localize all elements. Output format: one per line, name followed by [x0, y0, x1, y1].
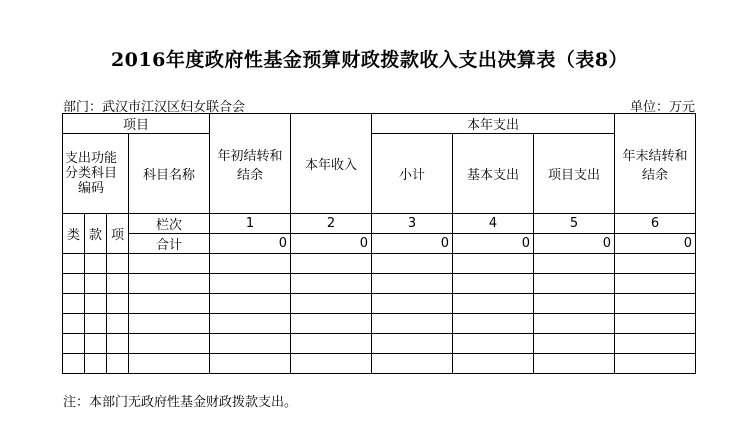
- column-number: 3: [372, 214, 453, 234]
- column-number: 2: [291, 214, 372, 234]
- column-number: 6: [615, 214, 696, 234]
- end-balance-header: [615, 114, 696, 214]
- item-header: 项: [107, 214, 129, 254]
- total-value: 0: [372, 234, 453, 254]
- table-row: [63, 334, 696, 354]
- table-row: [63, 274, 696, 294]
- column-number: 5: [534, 214, 615, 234]
- total-value: 0: [210, 234, 291, 254]
- budget-table: [62, 113, 696, 374]
- total-value: 0: [615, 234, 696, 254]
- function-code-line-3: 编码: [78, 181, 105, 196]
- column-number: 4: [453, 214, 534, 234]
- begin-balance-line-1: 年初结转和: [217, 148, 283, 164]
- department-label: 部门：武汉市江汉区妇女联合会: [63, 100, 246, 115]
- column-index-label: 栏次: [129, 214, 210, 234]
- total-value: 0: [291, 234, 372, 254]
- footnote: 注：本部门无政府性基金财政拨款支出。: [63, 395, 298, 410]
- table-row: [63, 354, 696, 374]
- basic-expense-header: 基本支出: [453, 134, 534, 214]
- function-code-line-2: 分类科目: [65, 166, 118, 181]
- kind-header: 类: [63, 214, 85, 254]
- project-expense-header: 项目支出: [534, 134, 615, 214]
- unit-label: 单位：万元: [629, 100, 695, 115]
- function-code-header: [63, 134, 129, 214]
- report-title: 2016年度政府性基金预算财政拨款收入支出决算表（表8）: [110, 49, 629, 71]
- begin-balance-line-2: 结余: [237, 167, 264, 183]
- column-number: 1: [210, 214, 291, 234]
- item-group-header: 项目: [63, 114, 210, 134]
- table-row: [63, 314, 696, 334]
- section-header: 款: [85, 214, 107, 254]
- subject-name-header: 科目名称: [129, 134, 210, 214]
- function-code-line-1: 支出功能: [65, 151, 118, 166]
- current-expense-group-header: 本年支出: [372, 114, 615, 134]
- begin-balance-header: [210, 114, 291, 214]
- table-row: [63, 294, 696, 314]
- end-balance-line-1: 年末结转和: [622, 148, 688, 164]
- total-value: 0: [453, 234, 534, 254]
- table-row: [63, 254, 696, 274]
- total-value: 0: [534, 234, 615, 254]
- current-income-header: 本年收入: [291, 114, 372, 214]
- subtotal-header: 小计: [372, 134, 453, 214]
- end-balance-line-2: 结余: [642, 167, 669, 183]
- total-label: 合计: [129, 234, 210, 254]
